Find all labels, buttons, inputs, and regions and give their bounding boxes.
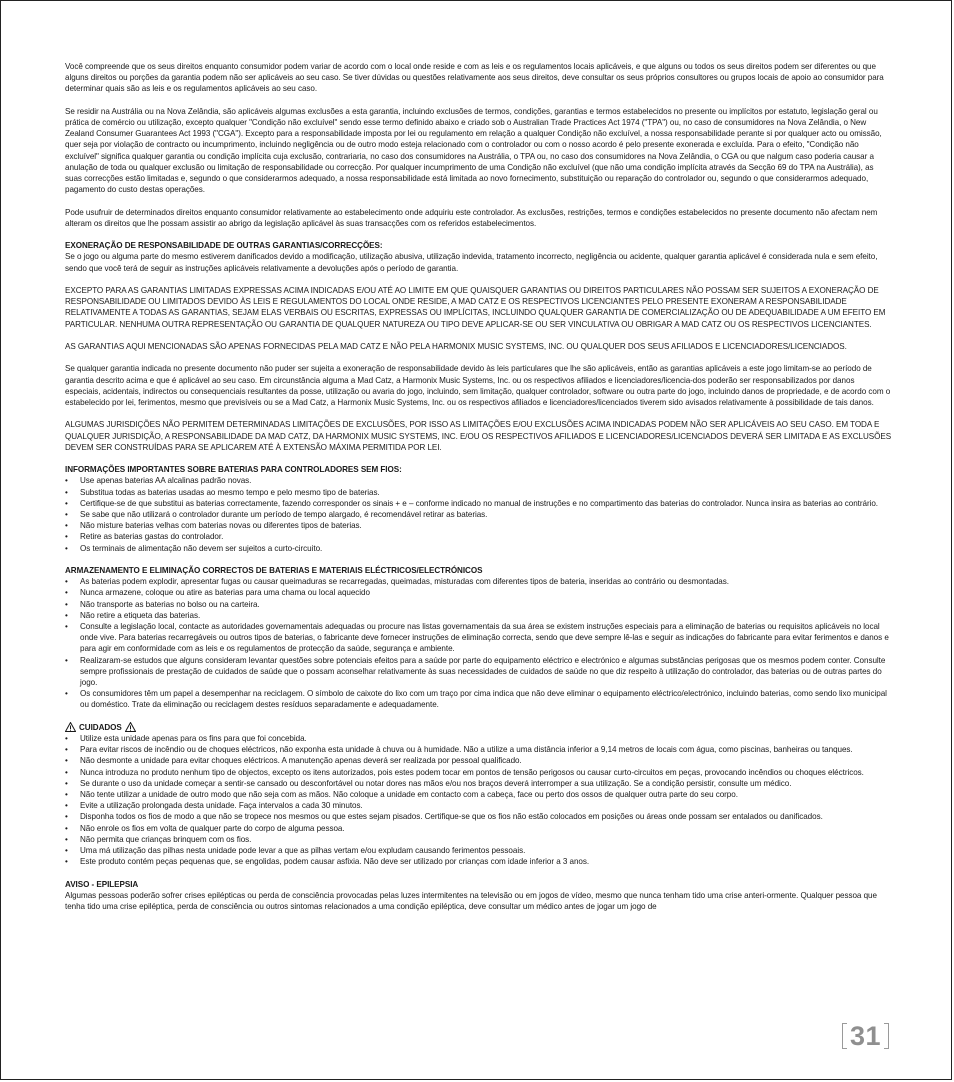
list-item: • Certifique-se de que substitui as baterias correctamente, fazendo corresponder os sinais + e – conforme indicado no manual de instruções e no compartimento das baterias do controlador. Nunca insira as baterias ao contrário. (65, 498, 892, 509)
paragraph-except-limited: EXCEPTO PARA AS GARANTIAS LIMITADAS EXPRESSAS ACIMA INDICADAS E/OU ATÉ AO LIMITE EM QUE QUAISQUER GARANTIAS OU DIREITOS PARTICULARES NÃO POSSAM SER SUJEITOS A EXONERAÇÃO DE RESPONSABILIDADE OU LIMITADOS DEVIDO ÀS LEIS E REGULAMENTOS DO LOCAL ONDE RESIDE, A MAD CATZ E OS RESPECTIVOS LICENCIANTES PELO PRESENTE EXONERAM A RESPONSABILIDADE RELATIVAMENTE A TODAS AS GARANTIAS, SEJAM ELAS VERBAIS OU ESCRITAS, EXPRESSAS OU IMPLÍCITAS, INCLUINDO QUALQUER GARANTIA DE COMERCIALIZAÇÃO OU DE ADEQUABILIDADE A UM EFEITO EM PARTICULAR. NENHUMA OUTRA REPRESENTAÇÃO OU GARANTIA DE QUALQUER NATUREZA OU TIPO DEVE APLICAR-SE OU SER VINCULATIVA OU OBRIGAR A MAD CATZ OU OS RESPECTIVOS LICENCIANTES. (65, 286, 886, 329)
list-item: • Retire as baterias gastas do controlador. (65, 531, 892, 542)
list-item: • Disponha todos os fios de modo a que não se tropece nos mesmos ou que estes sejam pisados. Certifique-se que os fios não estão colocados em posições ou áreas onde possam ser entalados ou danificados. (65, 811, 892, 822)
list-item: • Evite a utilização prolongada desta unidade. Faça intervalos a cada 30 minutos. (65, 800, 892, 811)
list-item: • Consulte a legislação local, contacte as autoridades governamentais adequadas ou procure nas listas governamentais da sua área se existem instruções especiais para a eliminação de baterias ou requisitos aplicáveis no local onde vive. Para baterias recarregáveis ou outros tipos de baterias, o fabricante deve fornecer instruções de eliminação correcta, sendo que deve sempre lê-las e seguir as indicações do fabricante para evitar ferimentos e danos e para agir em conformidade com as leis e os regulamentos de protecção da saúde, segurança e ambiente. (65, 621, 892, 655)
list-item: • Não enrole os fios em volta de qualquer parte do corpo de alguma pessoa. (65, 823, 892, 834)
cautions-label: CUIDADOS (79, 722, 122, 732)
paragraph-australia-nz: Se residir na Austrália ou na Nova Zelândia, são aplicáveis algumas exclusões a esta garantia, incluindo exclusões de termos, condições, garantias e termos estabelecidos no presente ou implícitos por estatuto, legislação geral ou prática de comércio ou utilização, excepto qualquer "Condição não excluível" sendo esse termo definido abaixo e criado sob o Australian Trade Practices Act 1974 ("TPA") ou, no caso de consumidores na Nova Zelândia, o New Zealand Consumer Guarantees Act 1993 ("CGA"). Excepto para a responsabilidade imposta por lei ou regulamento em relação a qualquer Condição não excluível, a nossa responsabilidade perante si por qualquer acto ou omissão, quer seja por violação de contracto ou incumprimento, incluindo negligência ou de outro modo esteja relacionado com o controlador ou com o nosso acordo é pelo presente exonerada e excluída. Para o efeito, "Condição não excluível" significa qualquer garantia ou condição implícita cuja exclusão, contrariaria, no caso dos consumidores na Austrália, o TPA ou, no caso dos consumidores na Nova Zelândia, o CGA ou que nalgum caso poderia causar a anulação de toda ou qualquer exclusão ou limitação de responsabilidade ou correcção. Por qualquer incumprimento de uma Condição não excluível (que não uma condição implícita através da Secção 69 do TPA na Austrália), as suas correcções estão limitadas e, segundo o que considerarmos adequado, a nossa responsabilidade está limitada ao novo fornecimento, substituição ou reparação do controlador ou, segundo o que considerarmos adequado, pagamento do custo destas operações. (65, 106, 882, 195)
page-number-text: 31 (849, 1021, 881, 1051)
list-item: • Este produto contém peças pequenas que, se engolidas, podem causar asfixia. Não deve ser utilizado por crianças com idade inferior a 3 anos. (65, 856, 892, 867)
heading-storage: ARMAZENAMENTO E ELIMINAÇÃO CORRECTOS DE BATERIAS E MATERIAIS ELÉCTRICOS/ELECTRÓNICOS (65, 566, 483, 575)
paragraph-consumer-rights: Você compreende que os seus direitos enquanto consumidor podem variar de acordo com o local onde reside e com as leis e os regulamentos locais aplicáveis, e que alguns ou todos os seus direitos podem ser diferentes ou que alguns direitos ou porções da garantia podem não ser aplicáveis ao seu caso. Se tiver dúvidas ou questões relativamente aos seus direitos, deve consultar os seus próprios consultores ou grupos locais de apoio ao consumidor para determinar quais são as leis e os regulamentos aplicáveis ao seu caso. (65, 62, 884, 94)
heading-batteries: INFORMAÇÕES IMPORTANTES SOBRE BATERIAS PARA CONTROLADORES SEM FIOS: (65, 465, 402, 475)
list-item: • Se durante o uso da unidade começar a sentir-se cansado ou desconfortável ou notar dores nas mãos e/ou nos braços deverá interromper a sua utilização. Se a condição persistir, consulte um médico. (65, 778, 892, 789)
paragraph-epilepsy: Algumas pessoas poderão sofrer crises epilépticas ou perda de consciência provocadas pelas luzes intermitentes na televisão ou em jogos de vídeo, mesmo que nunca tenham tido uma crise anteri-ormente. Qualquer pessoa que tenha tido uma crise epiléptica, perda de consciência ou outros sintomas relacionados a uma condição epiléptica, deve consultar um médico antes de jogar um jogo de (65, 890, 877, 912)
list-item: • Não transporte as baterias no bolso ou na carteira. (65, 599, 892, 610)
page-number (842, 1023, 889, 1049)
warning-triangle-icon (65, 722, 76, 732)
list-item: • Nunca armazene, coloque ou atire as baterias para uma chama ou local aquecido (65, 587, 892, 598)
list-item: • Os terminais de alimentação não devem ser sujeitos a curto-circuito. (65, 543, 892, 554)
list-item: • Se sabe que não utilizará o controlador durante um período de tempo alargado, é recomendável retirar as baterias. (65, 509, 892, 520)
bracket-right (884, 1023, 889, 1049)
warning-triangle-icon (125, 722, 136, 732)
list-item: • Utilize esta unidade apenas para os fins para que foi concebida. (65, 733, 892, 744)
paragraph-damage-void: Se o jogo ou alguma parte do mesmo estiverem danificados devido a modificação, utilização abusiva, utilização indevida, tratamento incorrecto, negligência ou acidente, qualquer garantia aplicável é considerada nula e sem efeito, sendo que você terá de seguir as instruções aplicáveis relativamente a devoluções após o período de garantia. (65, 252, 878, 273)
heading-epilepsy: AVISO - EPILEPSIA (65, 879, 139, 889)
list-item: • Não desmonte a unidade para evitar choques eléctricos. A manutenção apenas deverá ser realizada por pessoal qualificado. (65, 755, 892, 766)
list-item: • Não permita que crianças brinquem com os fios. (65, 834, 892, 845)
paragraph-jurisdictions: ALGUMAS JURISDIÇÕES NÃO PERMITEM DETERMINADAS LIMITAÇÕES DE EXCLUSÕES, POR ISSO AS LIMITAÇÕES E/OU EXCLUSÕES ACIMA INDICADAS PODEM NÃO SER APLICÁVEIS AO SEU CASO. EM TODA E QUALQUER JURISDIÇÃO, A RESPONSABILIDADE DA MAD CATZ, DA HARMONIX MUSIC SYSTEMS, INC. E/OU OS RESPECTIVOS AFILIADOS E LICENCIADORES/LICENCIADOS DEVERÁ SER LIMITADA E AS EXCLUSÕES DEVEM SER CONSTRUÍDAS PARA SE APLICAREM ATÉ À EXTENSÃO MÁXIMA PERMITIDA POR LEI. (65, 420, 892, 452)
list-item: • Não misture baterias velhas com baterias novas ou diferentes tipos de baterias. (65, 520, 892, 531)
batteries-list (65, 475, 892, 553)
list-item: • Realizaram-se estudos que alguns consideram levantar questões sobre potenciais efeitos para a saúde por parte do equipamento eléctrico e electrónico e algumas substâncias perigosas que os mesmos podem conter. Consulte sempre profissionais de prestação de cuidados de saúde que o possam aconselhar relativamente às suas necessidades de cuidados de saúde no que diz respeito à utilização do controlador, das baterias ou de outras partes do jogo. (65, 655, 892, 689)
list-item: • As baterias podem explodir, apresentar fugas ou causar queimaduras se recarregadas, queimadas, misturadas com diferentes tipos de bateria, inseridas ao contrário ou desmontadas. (65, 576, 892, 587)
heading-cautions (65, 722, 892, 733)
list-item: • Substitua todas as baterias usadas ao mesmo tempo e pelo mesmo tipo de baterias. (65, 487, 892, 498)
list-item: • Uma má utilização das pilhas nesta unidade pode levar a que as pilhas vertam e/ou expludam causando ferimentos pessoais. (65, 845, 892, 856)
list-item: • Para evitar riscos de incêndio ou de choques eléctricos, não exponha esta unidade à chuva ou à humidade. Não a utilize a uma distância inferior a 9,14 metros de locais com água, como piscinas, banheiras ou tanques. (65, 744, 892, 755)
paragraph-liability-limit: Se qualquer garantia indicada no presente documento não puder ser sujeita a exoneração de responsabilidade devido às leis particulares que lhe são aplicáveis, então as garantias aplicáveis a este jogo limitam-se ao período de garantia descrito acima e que é aplicável ao seu caso. Em circunstância alguma a Mad Catz, a Harmonix Music Systems, Inc. ou os respectivos afiliados e licenciadores/licencia-dos poderão ser responsabilizados por danos especiais, acidentais, indirectos ou consequenciais resultantes da posse, utilização ou avaria do jogo, incluindo, sem limitação, qualquer controlador, software ou outra parte do jogo, incluindo danos de propriedade, e de acordo com o estabelecido por lei, ferimentos, mesmo que previsíveis ou se a Mad Catz, a Harmonix Music Systems, Inc. ou os respectivos afiliados e licenciadores/licenciados tiverem sido avisados relativamente à possibilidade de tais danos. (65, 364, 891, 407)
list-item: • Não tente utilizar a unidade de outro modo que não seja com as mãos. Não coloque a unidade em contacto com a cabeça, face ou perto dos ossos de qualquer outra parte do seu corpo. (65, 789, 892, 800)
page-content (65, 61, 892, 923)
list-item: • Use apenas baterias AA alcalinas padrão novas. (65, 475, 892, 486)
list-item: • Os consumidores têm um papel a desempenhar na reciclagem. O símbolo de caixote do lixo com um traço por cima indica que não deve eliminar o equipamento eléctrico/electrónico, incluindo baterias, como sendo lixo municipal ou doméstico. Trate da eliminação ou reciclagem destes resíduos separadamente e adequadamente. (65, 688, 892, 710)
heading-disclaimer: EXONERAÇÃO DE RESPONSABILIDADE DE OUTRAS GARANTIAS/CORRECÇÕES: (65, 241, 383, 251)
list-item: • Nunca introduza no produto nenhum tipo de objectos, excepto os itens autorizados, pois estes podem tocar em pontos de tensão perigosos ou causar curto-circuitos em peças, provocando incêndios ou choques eléctricos. (65, 767, 892, 778)
storage-list (65, 576, 892, 710)
cautions-list (65, 733, 892, 867)
paragraph-retailer-rights: Pode usufruir de determinados direitos enquanto consumidor relativamente ao estabelecimento onde adquiriu este controlador. As exclusões, restrições, termos e condições estabelecidos no presente documento não afectam nem alteram os direitos que lhe possam assistir ao abrigo da legislação aplicável às suas transacções com os referidos estabelecimentos. (65, 207, 878, 228)
list-item: • Não retire a etiqueta das baterias. (65, 610, 892, 621)
paragraph-madcatz-only: AS GARANTIAS AQUI MENCIONADAS SÃO APENAS FORNECIDAS PELA MAD CATZ E NÃO PELA HARMONIX MUSIC SYSTEMS, INC. OU QUALQUER DOS SEUS AFILIADOS E LICENCIADORES/LICENCIADOS. (65, 342, 847, 351)
